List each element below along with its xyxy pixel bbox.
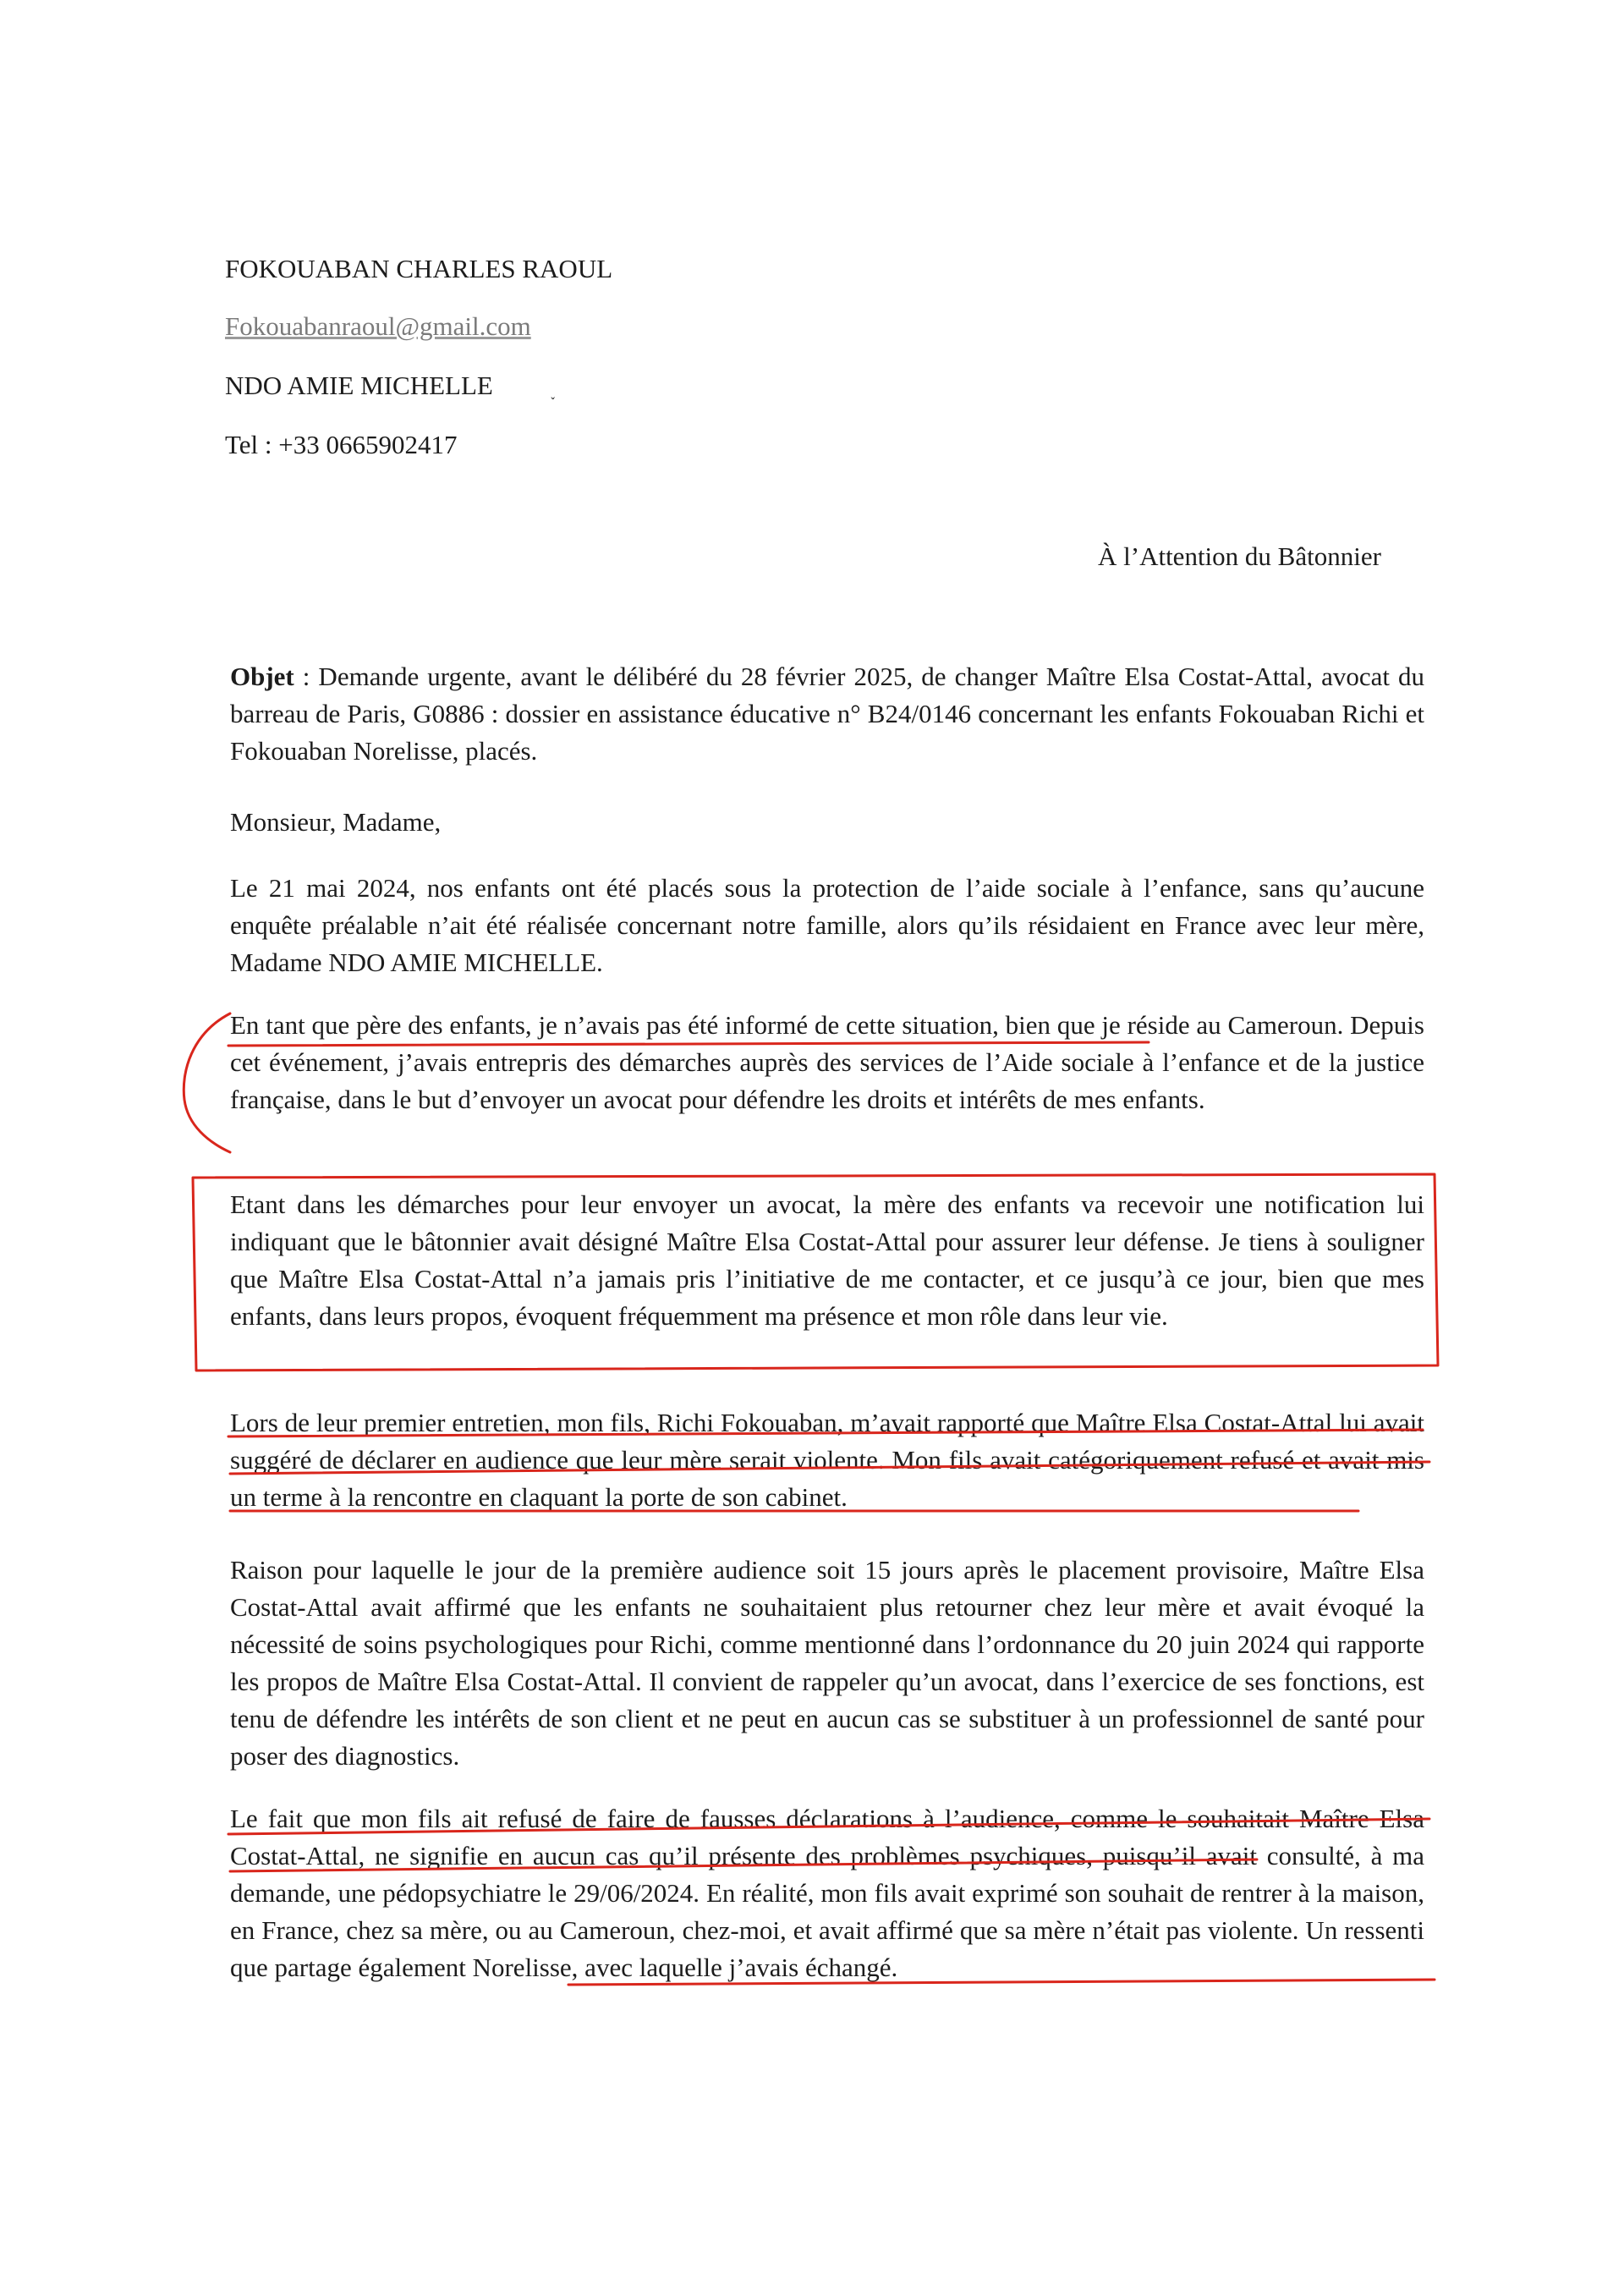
paragraph-lawyer-designation: Etant dans les démarches pour leur envoyer un avocat, la mère des enfants va recevoir une notification lui indiquant que le bâtonnier avait désigné Maître Elsa Costat-Attal pour assurer leur défense. Je tiens à souligner que Maître Elsa Costat-Attal n’a jamais pris l’initiative de me contacter, et ce jusqu’à ce jour, bien que mes enfants, dans leurs propos, évoquent fréquemment ma présence et mon rôle dans leur vie. [230,1189,1424,1331]
subject-paragraph [230,658,1424,770]
sender-email[interactable]: Fokouabanraoul@gmail.com [225,311,531,341]
subject-text: : Demande urgente, avant le délibéré du 28 février 2025, de changer Maître Elsa Costat-Attal, avocat du barreau de Paris, G0886 : dossier en assistance éducative n° B24/0146 concernant les enfants Fokouaban Richi et Fokouaban Norelisse, placés. [230,662,1424,766]
co-sender-name: NDO AMIE MICHELLE [225,371,493,400]
phone-number: Tel : +33 0665902417 [225,430,458,459]
margin-bracket-mark [184,1013,230,1152]
sender-name: FOKOUABAN CHARLES RAOUL [225,254,613,283]
paragraph-father-informed: En tant que père des enfants, je n’avais pas été informé de cette situation, bien que je réside au Cameroun. Depuis cet événement, j’avais entrepris des démarches auprès des services de l’Aide sociale à l’enfance et de la justice française, dans le but d’envoyer un avocat pour défendre les droits et intérêts de mes enfants. [230,1010,1424,1114]
paragraph-first-interview: Lors de leur premier entretien, mon fils, Richi Fokouaban, m’avait rapporté que Maître Elsa Costat-Attal lui avait suggéré de déclarer en audience que leur mère serait violente. Mon fils avait catégoriquement refusé et avait mis un terme à la rencontre en claquant la porte de son cabinet. [230,1408,1424,1512]
small-ink-mark: ˯ [550,379,557,400]
salutation: Monsieur, Madame, [230,807,442,837]
paragraph-first-hearing: Raison pour laquelle le jour de la première audience soit 15 jours après le placement provisoire, Maître Elsa Costat-Attal avait affirmé que les enfants ne souhaitaient plus retourner chez leur mère et avait évoqué la nécessité de soins psychologiques pour Richi, comme mentionné dans l’ordonnance du 20 juin 2024 qui rapporte les propos de Maître Elsa Costat-Attal. Il convient de rappeler qu’un avocat, dans l’exercice de ses fonctions, est tenu de défendre les intérêts de son client et ne peut en aucun cas se substituer à un professionnel de santé pour poser des diagnostics. [230,1555,1424,1771]
subject-label: Objet [230,662,294,691]
paragraph-false-statements: Le fait que mon fils ait refusé de faire de fausses déclarations à l’audience, comme le souhaitait Maître Elsa Costat-Attal, ne signifie en aucun cas qu’il présente des problèmes psychiques, puisqu’il avait consulté, à ma demande, une pédopsychiatre le 29/06/2024. En réalité, mon fils avait exprimé son souhait de rentrer à la maison, en France, chez sa mère, ou au Cameroun, chez-moi, et avait affirmé que sa mère n’était pas violente. Un ressenti que partage également Norelisse, avec laquelle j’avais échangé. [230,1804,1424,1982]
paragraph-placement: Le 21 mai 2024, nos enfants ont été placés sous la protection de l’aide sociale à l’enfance, sans qu’aucune enquête préalable n’ait été réalisée concernant notre famille, alors qu’ils résidaient en France avec leur mère, Madame NDO AMIE MICHELLE. [230,873,1424,977]
recipient-line: À l’Attention du Bâtonnier [1098,541,1381,571]
